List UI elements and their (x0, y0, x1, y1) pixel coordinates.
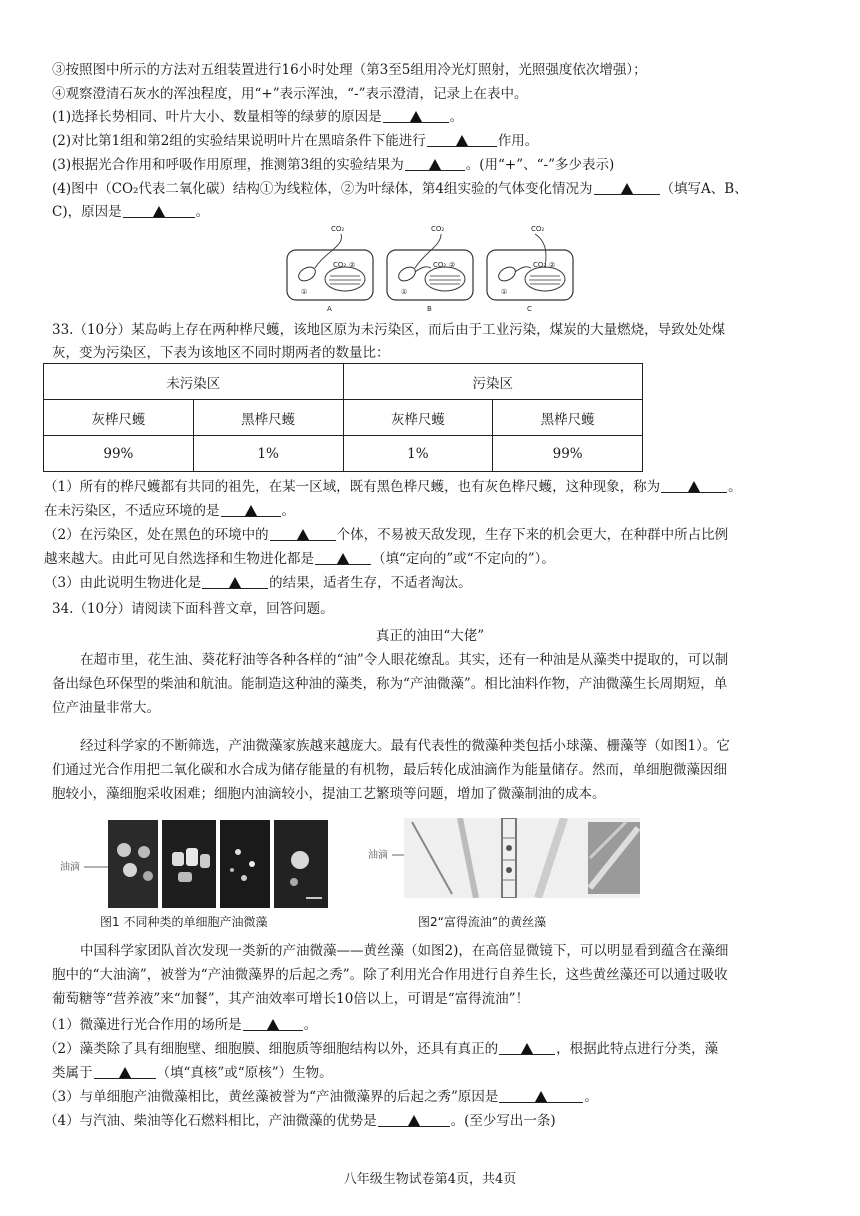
answer-blank[interactable] (202, 573, 268, 589)
q34-sub-2-cont: 类属于 （填“真核”或“原核”）生物。 (52, 1065, 333, 1081)
table-header-cell: 灰桦尺蠖 (44, 400, 194, 436)
diagram-label-c: C (527, 305, 532, 313)
paragraph-line: 胞中的“大油滴”，被誉为“产油微藻界的后起之秀”。除了利用光合作用进行自养生长，这些黄丝藻还可以通过吸收 (52, 967, 728, 983)
mitochondrion-b (396, 264, 418, 283)
triangle-icon (267, 1019, 279, 1030)
moth-ratio-table (43, 363, 643, 472)
q34-sub-3: （3）与单细胞产油微藻相比，黄丝藻被誉为“产油微藻界的后起之秀”原因是 。 (44, 1089, 598, 1105)
co2-label: CO₂ (433, 261, 447, 269)
paragraph-line: 位产油量非常大。 (52, 700, 160, 716)
chloroplast-b (425, 267, 465, 291)
answer-blank[interactable] (378, 1111, 450, 1127)
answer-blank[interactable] (427, 131, 497, 147)
table-group-header: 未污染区 (44, 364, 344, 400)
question-3: (3)根据光合作用和呼吸作用原理，推测第3组的实验结果为 。(用“+”、“-”多少表示) (52, 157, 615, 173)
oil-drop-label: 油滴 (60, 862, 80, 873)
triangle-icon (297, 529, 309, 540)
triangle-icon (521, 1043, 533, 1054)
answer-blank[interactable] (270, 525, 336, 541)
figure-2-micrograph (368, 818, 640, 898)
table-cell: 99% (44, 436, 194, 472)
paragraph-line: 中国科学家团队首次发现一类新的产油微藻——黄丝藻（如图2)，在高倍显微镜下，可以明显看到蕴含在藻细 (80, 943, 729, 959)
paragraph-line: 葡萄糖等“营养液”来“加餐”，其产油效率可增长10倍以上，可谓是“富得流油”！ (52, 991, 530, 1007)
table-row (44, 400, 643, 436)
answer-blank[interactable] (661, 477, 727, 493)
paragraph-line: 备出绿色环保型的柴油和航油。能制造这种油的藻类，称为“产油微藻”。相比油料作物，产油微藻生长周期短，单 (52, 676, 728, 692)
chloroplast-a (325, 267, 365, 291)
q33-sub-1: （1）所有的桦尺蠖都有共同的祖先，在某一区域，既有黑色桦尺蠖，也有灰色桦尺蠖，这种现象，称为 。 (44, 479, 742, 495)
answer-blank[interactable] (499, 1087, 583, 1103)
step-3-text: ③按照图中所示的方法对五组装置进行16小时处理（第3至5组用冷光灯照射，光照强度依次增强）； (52, 62, 647, 78)
q33-sub-3: （3）由此说明生物进化是 的结果，适者生存，不适者淘汰。 (44, 575, 472, 591)
q33-intro-cont: 灰，变为污染区，下表为该地区不同时期两者的数量比： (52, 345, 390, 361)
triangle-icon (229, 577, 241, 588)
answer-blank[interactable] (499, 1039, 555, 1055)
q34-intro: 34.（10分）请阅读下面科普文章，回答问题。 (52, 601, 334, 617)
figure-1-caption: 图1 不同种类的单细胞产油微藻 (100, 915, 268, 929)
answer-blank[interactable] (243, 1015, 303, 1031)
answer-blank[interactable] (315, 549, 371, 565)
table-row (44, 436, 643, 472)
co2-label: CO₂ (533, 261, 547, 269)
triangle-icon (408, 1115, 420, 1126)
mitochondrion-marker: ① (301, 288, 308, 296)
chloroplast-marker: ② (349, 261, 356, 269)
triangle-icon (245, 505, 257, 516)
paragraph-line: 胞较小，藻细胞采收困难；细胞内油滴较小，提油工艺繁琐等问题，增加了微藻制油的成本。 (52, 786, 606, 802)
cell-a (287, 250, 373, 300)
triangle-icon (410, 111, 422, 122)
q33-sub-1-cont: 在未污染区，不适应环境的是 。 (44, 503, 295, 519)
diagram-label-a: A (327, 305, 332, 313)
chloroplast-marker: ② (549, 261, 556, 269)
answer-blank[interactable] (123, 202, 195, 218)
article-title: 真正的油田“大佬” (375, 628, 485, 644)
triangle-icon (621, 183, 633, 194)
answer-blank[interactable] (383, 107, 449, 123)
cell-b (387, 250, 473, 300)
question-4: (4)图中（CO₂代表二氧化碳）结构①为线粒体，②为叶绿体，第4组实验的气体变化情况为 （填写A、B、 (52, 181, 748, 197)
table-header-cell: 黑桦尺蠖 (493, 400, 643, 436)
diagram-label-b: B (427, 305, 432, 313)
answer-blank[interactable] (94, 1063, 156, 1079)
q33-sub-2-cont: 越来越大。由此可见自然选择和生物进化都是 （填“定向的”或“不定向的”）。 (44, 551, 555, 567)
table-cell: 99% (493, 436, 643, 472)
table-cell: 1% (193, 436, 343, 472)
cell-c (487, 250, 573, 300)
table-group-header: 污染区 (343, 364, 643, 400)
question-4-cont: C)，原因是 。 (52, 204, 210, 220)
table-header-cell: 黑桦尺蠖 (193, 400, 343, 436)
question-1: (1)选择长势相同、叶片大小、数量相等的绿萝的原因是 。 (52, 109, 464, 125)
step-4-text: ④观察澄清石灰水的浑浊程度，用“+”表示浑浊，“-”表示澄清，记录上在表中。 (52, 86, 528, 102)
co2-label: CO₂ (531, 225, 545, 233)
q33-sub-2: （2）在污染区，处在黑色的环境中的 个体，不易被天敌发现，生存下来的机会更大，在种群中所占比例 (44, 527, 729, 543)
figure-1-micrographs (60, 812, 330, 916)
triangle-icon (535, 1091, 547, 1102)
co2-label: CO₂ (331, 225, 345, 233)
paragraph-line: 们通过光合作用把二氧化碳和水合成为储存能量的有机物，最后转化成油滴作为能量储存。然而，单细胞微藻因细 (52, 762, 727, 778)
co2-label: CO₂ (431, 225, 445, 233)
answer-blank[interactable] (405, 155, 465, 171)
paragraph-line: 在超市里，花生油、葵花籽油等各种各样的“油”令人眼花缭乱。其实，还有一种油是从藻类中提取的，可以制 (80, 652, 729, 668)
answer-blank[interactable] (594, 179, 660, 195)
chloroplast-c (525, 267, 565, 291)
triangle-icon (429, 159, 441, 170)
mitochondrion-marker: ① (401, 288, 408, 296)
table-row (44, 364, 643, 400)
co2-label: CO₂ (333, 261, 347, 269)
mitochondrion-c (496, 264, 518, 283)
q34-sub-2: （2）藻类除了具有细胞壁、细胞膜、细胞质等细胞结构以外，还具有真正的 ，根据此特点进行分类，藻 (44, 1041, 719, 1057)
triangle-icon (337, 553, 349, 564)
triangle-icon (119, 1067, 131, 1078)
q34-sub-4: （4）与汽油、柴油等化石燃料相比，产油微藻的优势是 。(至少写出一条) (44, 1113, 556, 1129)
table-cell: 1% (343, 436, 493, 472)
table-header-cell: 灰桦尺蠖 (343, 400, 493, 436)
page-footer: 八年级生物试卷第4页，共4页 (343, 1172, 517, 1187)
mitochondrion-a (296, 264, 318, 283)
figure-2 (368, 818, 640, 898)
answer-blank[interactable] (221, 501, 281, 517)
triangle-icon (456, 135, 468, 146)
triangle-icon (688, 481, 700, 492)
triangle-icon (153, 206, 165, 217)
q34-sub-1: （1）微藻进行光合作用的场所是 。 (44, 1017, 318, 1033)
oil-drop-label: 油滴 (368, 850, 388, 861)
paragraph-line: 经过科学家的不断筛选，产油微藻家族越来越庞大。最有代表性的微藻种类包括小球藻、栅藻等（如图1）。它 (80, 738, 730, 754)
figure-2-caption: 图2“富得流油”的黄丝藻 (418, 915, 547, 929)
chloroplast-marker: ② (449, 261, 456, 269)
question-2: (2)对比第1组和第2组的实验结果说明叶片在黑暗条件下能进行 作用。 (52, 133, 539, 149)
q33-intro: 33.（10分）某岛屿上存在两种桦尺蠖，该地区原为未污染区，而后由于工业污染，煤炭的大量燃烧，导致处处煤 (52, 322, 726, 338)
cell-diagram (285, 222, 575, 314)
mitochondrion-marker: ① (501, 288, 508, 296)
figure-1 (60, 812, 330, 916)
micrograph-3 (220, 820, 270, 908)
